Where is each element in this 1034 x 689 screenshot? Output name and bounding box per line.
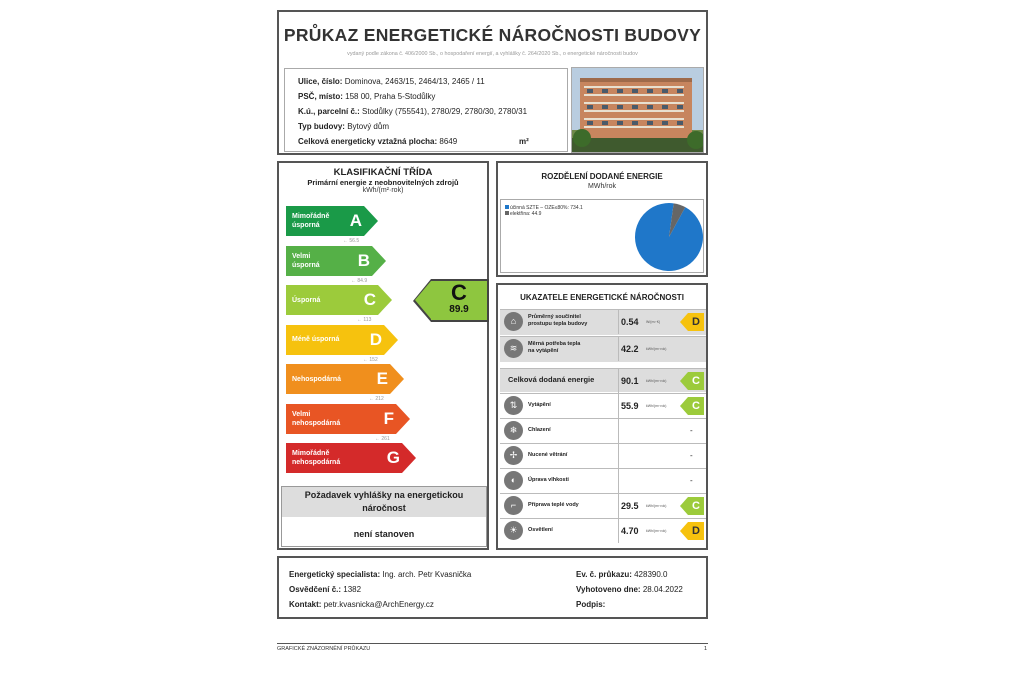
- class-threshold: ← 212: [369, 396, 384, 402]
- date-value: 28.04.2022: [642, 585, 683, 594]
- class-label-line2: nehospodárná: [292, 419, 341, 427]
- thermometer-icon: ⇅: [504, 396, 523, 415]
- class-letter: F: [383, 408, 394, 428]
- class-arrow-b: [286, 246, 386, 276]
- building-photo: [571, 67, 704, 153]
- title-section: [277, 10, 708, 155]
- requirement-box: [281, 486, 487, 547]
- indicator-row: [500, 443, 706, 467]
- indicator-value: 55.9: [621, 401, 639, 411]
- indicator-unit: kWh/(m²·rok): [646, 347, 667, 351]
- date-label: Vyhotoveno dne:: [576, 585, 641, 594]
- class-label-line1: Méně úsporná: [292, 336, 340, 343]
- legend-swatch: [505, 211, 509, 215]
- class-badge: C: [680, 372, 704, 390]
- indicator-value: 42.2: [621, 344, 639, 354]
- class-arrow-e: [286, 364, 404, 394]
- indicator-name: Průměrný součinitel prostupu tepla budovy: [528, 314, 588, 327]
- class-letter: E: [376, 369, 388, 388]
- indicator-empty: -: [690, 426, 693, 435]
- current-class-value: 89.9: [449, 304, 469, 315]
- ev-label: Ev. č. průkazu:: [576, 570, 632, 579]
- building-info: [284, 68, 568, 152]
- indicator-value: 90.1: [621, 376, 639, 386]
- bulb-icon: ☀: [504, 521, 523, 540]
- indicator-unit: kWh/(m²·rok): [646, 404, 667, 408]
- class-label-line2: nehospodárná: [292, 459, 341, 466]
- class-arrow-f: [286, 404, 410, 434]
- chart-legend: [503, 205, 583, 217]
- heating-icon: ≋: [504, 339, 523, 358]
- area-value: 8649: [439, 137, 458, 146]
- indicator-row: [500, 368, 706, 392]
- indicator-empty: -: [690, 476, 693, 485]
- class-label-line1: Nehospodárná: [292, 375, 342, 383]
- class-arrow-a: [286, 206, 378, 236]
- indicator-row: [500, 468, 706, 492]
- class-threshold: ← 152: [363, 356, 378, 363]
- indicator-value: 4.70: [621, 526, 639, 536]
- indicator-unit: kWh/(m²·rok): [646, 529, 667, 533]
- legend-item: [505, 211, 583, 217]
- class-threshold: ← 56.5: [343, 238, 360, 244]
- class-threshold: ← 84.9: [351, 277, 368, 284]
- indicator-name: Měrná potřeba tepla na vytápění: [528, 341, 581, 354]
- current-class-letter: C: [451, 280, 467, 305]
- class-label: [292, 252, 320, 270]
- humidity-icon: ◐: [504, 471, 523, 490]
- specialist-name: Ing. arch. Petr Kvasnička: [382, 570, 472, 579]
- class-label-line1: Mimořádně: [292, 450, 330, 457]
- class-threshold: ← 113: [357, 317, 372, 323]
- class-badge: D: [680, 522, 704, 540]
- class-arrow-c: [286, 285, 392, 315]
- class-letter: B: [357, 250, 370, 270]
- indicator-row: [500, 393, 706, 417]
- class-label: [292, 296, 320, 305]
- class-label-line1: Mimořádně: [292, 213, 330, 220]
- indicator-unit: kWh/(m²·rok): [646, 379, 667, 383]
- page-number: 1: [704, 646, 708, 652]
- parcel-label: K.ú., parcelní č.:: [298, 107, 360, 116]
- distribution-title: ROZDĚLENÍ DODANÉ ENERGIE: [541, 172, 663, 181]
- area-label: Celková energeticky vztažná plocha:: [298, 137, 438, 146]
- indicators-section: [496, 283, 708, 550]
- class-label: [292, 335, 339, 344]
- indicator-unit: W/(m²·K): [646, 320, 661, 324]
- class-label-line2: úsporná: [292, 222, 320, 229]
- sign-label: Podpis:: [576, 600, 606, 609]
- street-value: Dominova, 2463/15, 2464/13, 2465 / 11: [344, 77, 485, 86]
- type-label: Typ budovy:: [298, 122, 345, 131]
- contact-value[interactable]: petr.kvasnicka@ArchEnergy.cz: [323, 600, 434, 609]
- legend-swatch: [505, 205, 509, 209]
- distribution-unit: MWh/rok: [588, 183, 616, 190]
- parcel-value: Stodůlky (755541), 2780/29, 2780/30, 2780/31: [362, 107, 528, 116]
- indicator-row: [500, 336, 706, 362]
- tap-icon: ⌐: [504, 496, 523, 515]
- class-arrow-g: [286, 443, 416, 473]
- contact-label: Kontakt:: [289, 600, 322, 609]
- class-label: [292, 375, 341, 384]
- classification-section: [277, 161, 489, 550]
- page-subtitle: vydaný podle zákona č. 406/2000 Sb., o hospodaření energií, a vyhlášky č. 264/2020 Sb., o energetické náročnosti budov: [347, 51, 638, 57]
- indicator-empty: -: [690, 451, 693, 460]
- specialist-section: [277, 556, 708, 619]
- class-label: [292, 449, 340, 467]
- indicator-name: Úprava vlhkosti: [528, 477, 569, 483]
- requirement-title: Požadavek vyhlášky na energetickou náročnost: [282, 487, 486, 517]
- indicator-name: Příprava teplé vody: [528, 502, 579, 508]
- indicator-name: Chlazení: [528, 427, 551, 433]
- current-class-indicator: [413, 279, 489, 322]
- house-icon: ⌂: [504, 312, 523, 331]
- psc-value: 158 00, Praha 5-Stodůlky: [345, 92, 436, 101]
- class-letter: A: [349, 211, 362, 230]
- indicator-unit: kWh/(m²·rok): [646, 504, 667, 508]
- pie-chart: [634, 202, 704, 272]
- distribution-section: [496, 161, 708, 277]
- indicators-title: UKAZATELE ENERGETICKÉ NÁROČNOSTI: [520, 293, 684, 302]
- street-label: Ulice, číslo:: [298, 77, 343, 86]
- class-arrow-d: [286, 325, 398, 355]
- specialist-label: Energetický specialista:: [289, 570, 381, 579]
- indicator-row: [500, 493, 706, 517]
- indicator-name: Osvětlení: [528, 527, 553, 533]
- cert-value: 1382: [343, 585, 362, 594]
- class-letter: G: [386, 448, 400, 467]
- classification-unit: kWh/(m²·rok): [362, 187, 404, 194]
- classification-title: KLASIFIKAČNÍ TŘÍDA: [333, 167, 433, 178]
- class-badge: D: [680, 313, 704, 331]
- type-value: Bytový dům: [347, 122, 389, 131]
- psc-label: PSČ, místo:: [298, 92, 343, 101]
- class-letter: C: [363, 290, 376, 309]
- classification-subtitle: Primární energie z neobnovitelných zdrojů: [307, 178, 459, 187]
- class-badge: C: [680, 397, 704, 415]
- class-label: [292, 410, 340, 428]
- cooling-icon: ❄: [504, 421, 523, 440]
- indicator-name: Celková dodaná energie: [508, 375, 595, 384]
- class-label-line1: Úsporná: [292, 296, 321, 304]
- legend-label: elektřina: 44.9: [510, 211, 542, 217]
- class-badge: C: [680, 497, 704, 515]
- indicator-row: [500, 309, 706, 335]
- class-label-line2: úsporná: [292, 261, 320, 269]
- class-label-line1: Velmi: [292, 252, 311, 260]
- requirement-value: není stanoven: [353, 529, 415, 539]
- indicator-row: [500, 418, 706, 442]
- footer-divider: [277, 643, 708, 644]
- indicator-row: [500, 518, 706, 542]
- footer-text: GRAFICKÉ ZNÁZORNĚNÍ PRŮKAZU: [277, 646, 371, 652]
- indicator-value: 29.5: [621, 501, 639, 511]
- page-title: PRŮKAZ ENERGETICKÉ NÁROČNOSTI BUDOVY: [283, 25, 702, 45]
- indicator-name: Nucené větrání: [528, 452, 568, 458]
- legend-label: účinná SZTE – OZE≤80%: 734.1: [510, 205, 583, 211]
- indicator-value: 0.54: [621, 317, 639, 327]
- ev-value: 428390.0: [634, 570, 668, 579]
- area-unit: m²: [519, 137, 529, 146]
- class-label: [292, 212, 329, 230]
- class-threshold: ← 261: [375, 435, 390, 442]
- indicator-name: Vytápění: [528, 402, 551, 408]
- class-letter: D: [369, 329, 382, 349]
- class-label-line1: Velmi: [292, 410, 311, 418]
- cert-label: Osvědčení č.:: [289, 585, 342, 594]
- fan-icon: ✢: [504, 446, 523, 465]
- distribution-chart: [500, 199, 704, 273]
